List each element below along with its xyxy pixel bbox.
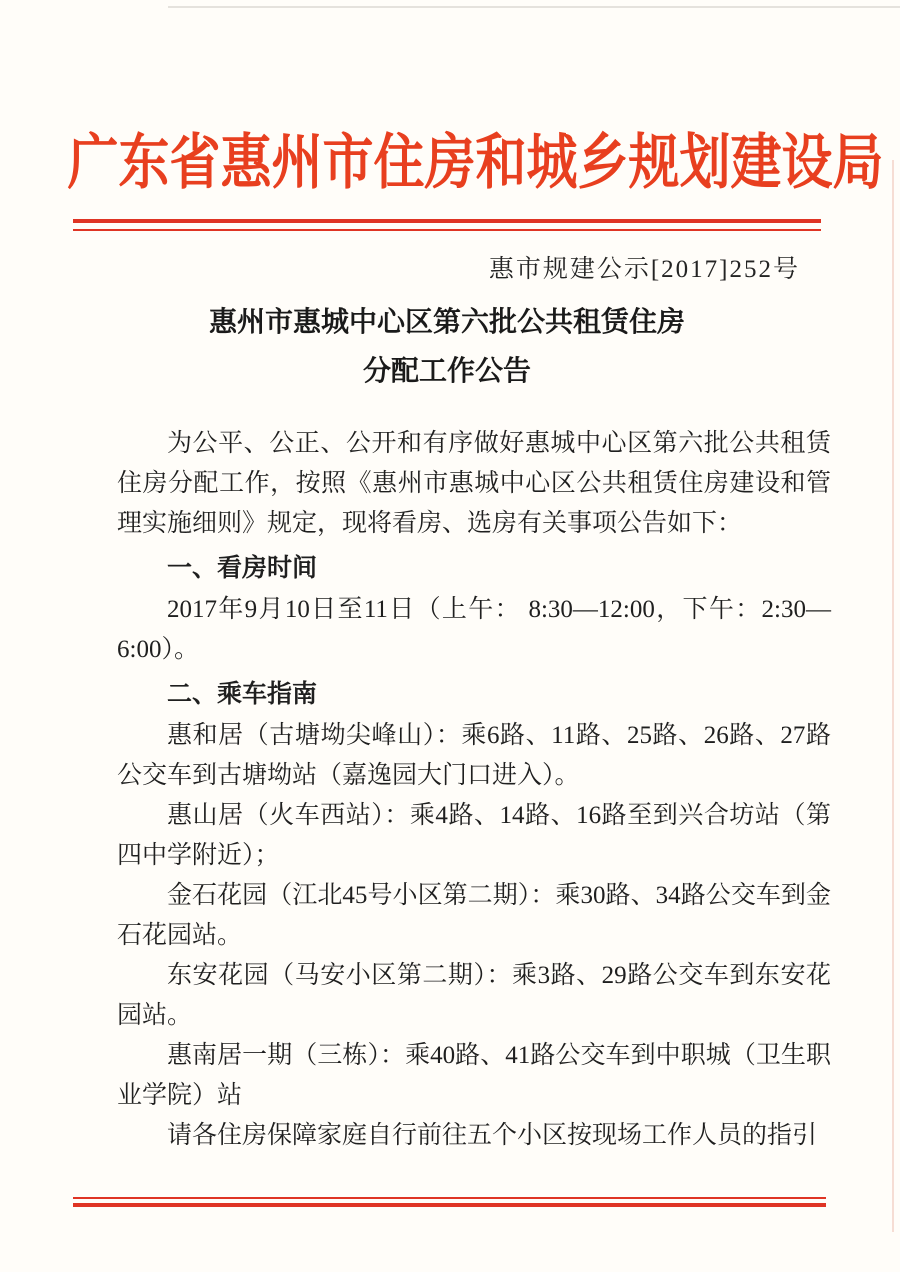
document-reference-number: 惠市规建公示[2017]252号 (488, 256, 800, 283)
scan-artifact-right-edge (892, 160, 894, 1232)
section-heading: 二、乘车指南 (167, 680, 318, 708)
agency-letterhead-title: 广东省惠州市住房和城乡规划建设局 (67, 130, 884, 196)
document-title (73, 297, 821, 395)
body-paragraph: 惠山居（火车西站）：乘4路、14路、16路至到兴合坊站（第四中学附近）； (117, 802, 831, 869)
body-paragraph: 惠和居（古塘坳尖峰山）：乘6路、11路、25路、26路、27路公交车到古塘坳站（嘉逸园大门口进入）。 (117, 722, 831, 789)
body-paragraph: 为公平、公正、公开和有序做好惠城中心区第六批公共租赁住房分配工作，按照《惠州市惠城中心区公共租赁住房建设和管理实施细则》规定，现将看房、选房有关事项公告如下： (117, 430, 831, 537)
document-title-line1: 惠州市惠城中心区第六批公共租赁住房 (208, 306, 685, 337)
document-body (117, 424, 831, 1156)
document-title-line2: 分配工作公告 (362, 355, 531, 386)
body-paragraph: 请各住房保障家庭自行前往五个小区按现场工作人员的指引 (167, 1122, 818, 1149)
body-paragraph: 2017年9月10日至11日（上午： 8:30—12:00，下午：2:30—6:00）。 (117, 596, 831, 663)
letterhead-rule-thin (73, 229, 821, 231)
letterhead-rule-thick (73, 219, 821, 223)
body-paragraph: 惠南居一期（三栋）：乘40路、41路公交车到中职城（卫生职业学院）站 (117, 1042, 831, 1109)
body-paragraph: 金石花园（江北45号小区第二期）：乘30路、34路公交车到金石花园站。 (117, 882, 831, 949)
footer-rule-thick (73, 1203, 826, 1207)
section-heading: 一、看房时间 (167, 554, 318, 582)
scan-artifact-top-edge (168, 6, 900, 8)
footer-rule-thin (73, 1197, 826, 1199)
body-paragraph: 东安花园（马安小区第二期）：乘3路、29路公交车到东安花园站。 (117, 962, 831, 1029)
